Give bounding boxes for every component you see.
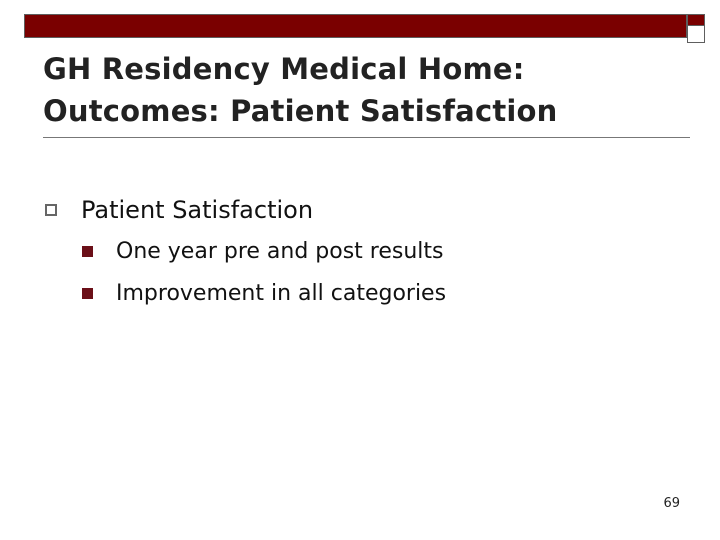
bullet-patient-satisfaction — [45, 194, 313, 226]
sub-bullet-text: One year pre and post results — [116, 239, 444, 264]
slide-title-line-2: Outcomes: Patient Satisfaction — [43, 94, 558, 128]
sub-bullet-text: Improvement in all categories — [116, 281, 447, 306]
page-number: 69 — [663, 496, 680, 511]
sub-bullet-pre-post-results — [82, 237, 444, 267]
filled-square-icon — [82, 246, 93, 257]
hollow-square-icon — [45, 204, 57, 216]
slide-title-line-1: GH Residency Medical Home: — [43, 52, 525, 86]
sub-bullet-improvement — [82, 279, 446, 309]
filled-square-icon — [82, 288, 93, 299]
bullet-text: Patient Satisfaction — [81, 196, 314, 224]
